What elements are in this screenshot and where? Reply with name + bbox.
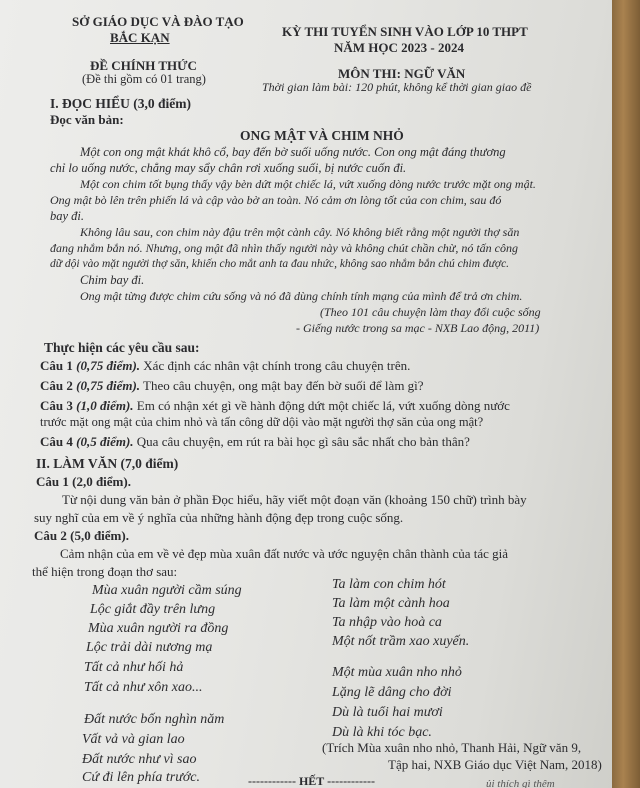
essay-q2-label: Câu 2 (5,0 điểm). — [34, 528, 129, 543]
poem-line: Đất nước bốn nghìn năm — [84, 712, 225, 727]
question-1 — [40, 358, 410, 374]
question-points: (0,75 điểm). — [76, 358, 141, 373]
source-line: - Giếng nước trong sa mạc - NXB Lao động, 2011) — [296, 321, 540, 335]
essay-q2-line: Cảm nhận của em về vẻ đẹp mùa xuân đất nước và ước nguyện chân thành của tác giả — [60, 546, 509, 561]
question-2 — [40, 378, 424, 394]
poem-line: Đất nước như vì sao — [82, 752, 197, 767]
story-line: chỉ lo uống nước, chẳng may sẩy chân rơi xuống suối, bị nước cuốn đi. — [50, 161, 407, 175]
table-background — [612, 0, 640, 788]
story-line: Một con chim tốt bụng thấy vậy bèn dứt một chiếc lá, vứt xuống dòng nước trước mặt ong mật. — [80, 177, 536, 191]
poem-line: Ta nhập vào hoà ca — [332, 615, 442, 630]
poem-line: Dù là khi tóc bạc. — [332, 725, 432, 740]
poem-citation: Tập hai, NXB Giáo dục Việt Nam, 2018) — [388, 757, 602, 772]
question-text: Qua câu chuyện, em rút ra bài học gì sâu sắc nhất cho bản thân? — [133, 434, 470, 449]
source-line: (Theo 101 câu chuyện làm thay đổi cuộc sống — [320, 305, 541, 319]
poem-line: Mùa xuân người cầm súng — [92, 583, 242, 598]
story-line: Không lâu sau, con chim này đậu trên một cành cây. Nó không biết rằng một người thợ săn — [80, 225, 520, 239]
part2-heading: II. LÀM VĂN (7,0 điểm) — [36, 456, 179, 471]
question-label: Câu 1 — [40, 358, 73, 373]
question-3 — [40, 398, 510, 414]
pages-note: (Đề thi gồm có 01 trang) — [82, 72, 206, 86]
subject: MÔN THI: NGỮ VĂN — [338, 66, 466, 81]
story-title: ONG MẬT VÀ CHIM NHỎ — [240, 128, 404, 143]
poem-line: Tất cả như xôn xao... — [84, 680, 203, 695]
dept-name: SỞ GIÁO DỤC VÀ ĐÀO TẠO — [72, 14, 244, 29]
poem-citation: (Trích Mùa xuân nho nhỏ, Thanh Hải, Ngữ văn 9, — [322, 740, 582, 755]
story-line: bay đi. — [50, 209, 85, 223]
essay-q1-line: suy nghĩ của em về ý nghĩa của những hành động đẹp trong cuộc sống. — [34, 510, 404, 525]
poem-line: Ta làm con chim hót — [332, 577, 446, 592]
story-line: Ong mật từng được chim cứu sống và nó đã dùng chính tính mạng của mình để trả ơn chim. — [80, 289, 523, 303]
story-line: Một con ong mật khát khô cổ, bay đến bờ suối uống nước. Con ong mật đáng thương — [80, 145, 506, 159]
question-text: Xác định các nhân vật chính trong câu chuyện trên. — [140, 358, 411, 373]
time-note: Thời gian làm bài: 120 phút, không kể thời gian giao đề — [262, 80, 532, 94]
poem-line: Mùa xuân người ra đồng — [88, 621, 229, 636]
end-marker: ------------ HẾT ------------ — [248, 774, 376, 788]
tasks-heading: Thực hiện các yêu cầu sau: — [44, 340, 200, 355]
part1-heading: I. ĐỌC HIỂU (3,0 điểm) — [50, 96, 191, 111]
poem-line: Ta làm một cành hoa — [332, 596, 450, 611]
poem-line: Lặng lẽ dâng cho đời — [332, 685, 452, 700]
story-line: đang nhắm bắn nó. Nhưng, ong mật đã nhìn thấy người này và không chút chần chừ, nó tấn công — [50, 241, 518, 255]
story-line: dữ dội vào mặt người thợ săn, khiến cho mắt anh ta đau nhức, không sao nhắm bắn chú chim được. — [50, 258, 510, 270]
province-name: BẮC KẠN — [110, 30, 170, 45]
poem-line: Dù là tuổi hai mươi — [332, 705, 443, 720]
story-line: Ong mật bò lên trên phiến lá và cập vào bờ an toàn. Nó cảm ơn lòng tốt của con chim, sau đó — [50, 193, 502, 207]
poem-line: Lộc giắt đầy trên lưng — [90, 602, 216, 617]
official-label: ĐỀ CHÍNH THỨC — [90, 58, 197, 73]
question-label: Câu 2 — [40, 378, 73, 393]
question-3-cont: trước mặt ong mật của chim nhỏ và tấn công dữ dội vào mặt người thợ săn của ong mật? — [40, 415, 484, 429]
story-line: Chim bay đi. — [80, 273, 145, 287]
essay-q2-line: thể hiện trong đoạn thơ sau: — [32, 564, 178, 579]
read-label: Đọc văn bản: — [50, 112, 124, 127]
question-points: (0,5 điểm). — [76, 434, 134, 449]
poem-line: Một nốt trầm xao xuyến. — [332, 634, 470, 649]
clipped-text: ủi thích gì thêm — [486, 778, 555, 788]
essay-q1-line: Từ nội dung văn bản ở phần Đọc hiểu, hãy viết một đoạn văn (khoảng 150 chữ) trình bày — [62, 492, 527, 507]
question-label: Câu 3 — [40, 398, 73, 413]
essay-q1-label: Câu 1 (2,0 điểm). — [36, 474, 131, 489]
question-4 — [40, 434, 470, 450]
poem-line: Một mùa xuân nho nhỏ — [332, 665, 462, 680]
school-year: NĂM HỌC 2023 - 2024 — [334, 40, 464, 55]
question-points: (1,0 điểm). — [76, 398, 134, 413]
exam-name: KỲ THI TUYỂN SINH VÀO LỚP 10 THPT — [282, 24, 528, 39]
poem-line: Cứ đi lên phía trước. — [82, 770, 201, 785]
poem-line: Lộc trải dài nương mạ — [86, 640, 213, 655]
question-text: Em có nhận xét gì về hành động dứt một chiếc lá, vứt xuống dòng nước — [133, 398, 510, 413]
question-text: Theo câu chuyện, ong mật bay đến bờ suối để làm gì? — [140, 378, 424, 393]
question-points: (0,75 điểm). — [76, 378, 141, 393]
question-label: Câu 4 — [40, 434, 73, 449]
poem-line: Vất vả và gian lao — [82, 732, 185, 747]
poem-line: Tất cả như hối hả — [84, 660, 184, 675]
